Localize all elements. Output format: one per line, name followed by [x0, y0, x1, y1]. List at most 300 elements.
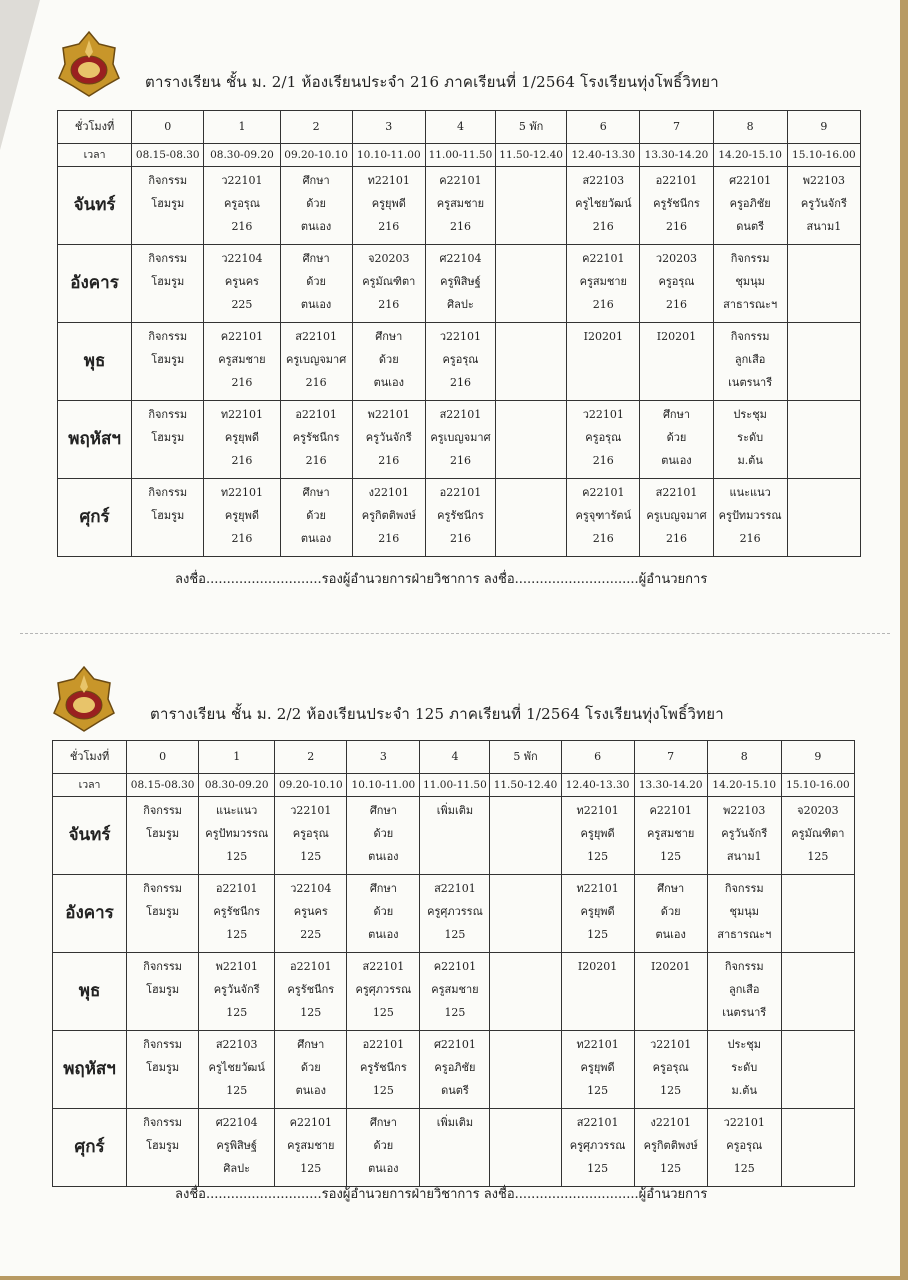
cell-text: ชุมนุม — [735, 275, 765, 288]
schedule-cell — [490, 1031, 561, 1109]
cell-text: ส22101 — [295, 330, 337, 343]
cell-text: 125 — [444, 928, 466, 941]
schedule-cell — [132, 323, 204, 401]
schedule-cell — [280, 245, 352, 323]
time-slot: 14.20-15.10 — [713, 144, 787, 167]
cell-text: ม.ต้น — [731, 1084, 757, 1097]
schedule-cell — [347, 797, 420, 875]
cell-text: กิจกรรม — [724, 960, 764, 973]
cell-text: 125 — [807, 850, 829, 863]
schedule-cell — [132, 167, 204, 245]
day-row — [58, 167, 861, 245]
cell-text: 216 — [592, 298, 614, 311]
schedule-cell — [567, 401, 640, 479]
schedule-cell — [567, 479, 640, 557]
cell-text: ครูรัชนีกร — [653, 197, 700, 210]
schedule-cell — [199, 1031, 275, 1109]
day-name: อังคาร — [53, 875, 127, 953]
cell-text: 216 — [449, 532, 471, 545]
cell-text: ว20203 — [655, 252, 698, 265]
cell-text: พ22101 — [367, 408, 410, 421]
cell-text: ด้วย — [300, 1061, 321, 1074]
cell-text: ตนเอง — [373, 376, 404, 389]
cell-text: ศึกษา — [302, 174, 330, 187]
cell-text: ตนเอง — [368, 850, 399, 863]
cell-text: กิจกรรม — [143, 804, 183, 817]
period-number: 9 — [787, 111, 860, 144]
schedule-cell — [425, 167, 495, 245]
cell-text: ว22104 — [221, 252, 263, 265]
schedule-cell — [634, 1031, 707, 1109]
cell-text: ส22101 — [655, 486, 698, 499]
schedule-cell — [787, 167, 860, 245]
cell-text: 216 — [305, 454, 327, 467]
cell-text: ว22101 — [723, 1116, 765, 1129]
cell-text: ครูรัชนีกร — [360, 1061, 407, 1074]
period-number: 7 — [634, 741, 707, 774]
schedule-cell — [352, 323, 425, 401]
time-slot: 13.30-14.20 — [640, 144, 713, 167]
cell-text: ครูนคร — [293, 905, 328, 918]
cell-text: จ20203 — [368, 252, 410, 265]
cell-text: ครูสมชาย — [218, 353, 266, 366]
folded-corner — [0, 0, 40, 150]
cell-text: I20201 — [651, 960, 691, 973]
period-number: 3 — [347, 741, 420, 774]
cell-text: โฮมรูม — [151, 353, 185, 366]
period-number: 5 พัก — [490, 741, 561, 774]
cell-text: 125 — [587, 1162, 609, 1175]
cell-text: ตนเอง — [295, 1084, 326, 1097]
cell-text: 125 — [226, 1006, 248, 1019]
cell-text: กิจกรรม — [148, 408, 188, 421]
time-header-row — [53, 774, 855, 797]
cell-text: เพิ่มเติม — [436, 1116, 474, 1129]
period-number: 1 — [199, 741, 275, 774]
schedule-cell — [781, 797, 854, 875]
schedule-cell — [496, 167, 567, 245]
period-number: 5 พัก — [496, 111, 567, 144]
schedule-cell — [425, 401, 495, 479]
cell-text: ครูสมชาย — [431, 983, 479, 996]
cell-text: ครูอรุณ — [658, 275, 695, 288]
cell-text: โฮมรูม — [151, 509, 185, 522]
time-slot: 11.50-12.40 — [490, 774, 561, 797]
schedule-cell — [280, 479, 352, 557]
cell-text: เพิ่มเติม — [436, 804, 474, 817]
day-name: พุธ — [53, 953, 127, 1031]
cell-text: 216 — [665, 532, 687, 545]
schedule-cell — [640, 479, 713, 557]
cell-text: ศึกษา — [369, 804, 397, 817]
cell-text: 125 — [226, 928, 248, 941]
cell-text: 216 — [378, 298, 400, 311]
period-header-row — [53, 741, 855, 774]
cell-text: ส22101 — [362, 960, 405, 973]
cell-text: กิจกรรม — [143, 1038, 183, 1051]
signature-line: ลงชื่อ............................รองผู้อำนวยการฝ่ายวิชาการ ลงชื่อ..............................ผู้อำนวยการ — [175, 572, 708, 587]
cell-text: ครูไชยวัฒน์ — [208, 1061, 265, 1074]
schedule-cell — [280, 167, 352, 245]
cell-text: ครูรัชนีกร — [292, 431, 340, 444]
cell-text: ดนตรี — [441, 1084, 469, 1097]
cell-text: ครูวันจักรี — [800, 197, 847, 210]
cell-text: 125 — [226, 850, 248, 863]
cell-text: ครูรัชนีกร — [287, 983, 335, 996]
schedule-cell — [561, 953, 634, 1031]
schedule-cell — [567, 245, 640, 323]
schedule-cell — [127, 953, 199, 1031]
cell-text: โฮมรูม — [146, 1061, 180, 1074]
cell-text: ศิลปะ — [447, 298, 474, 311]
cell-text: ครูศุภวรรณ — [569, 1139, 626, 1152]
cell-text: กิจกรรม — [143, 1116, 183, 1129]
schedule-cell — [561, 1109, 634, 1187]
cell-text: โฮมรูม — [151, 431, 185, 444]
cell-text: กิจกรรม — [148, 330, 188, 343]
schedule-cell — [199, 797, 275, 875]
day-row — [53, 875, 855, 953]
cell-text: โฮมรูม — [151, 275, 185, 288]
cell-text: กิจกรรม — [143, 960, 183, 973]
cell-text: ศ22101 — [729, 174, 772, 187]
cell-text: ครูมัณฑิตา — [791, 827, 845, 840]
cell-text: ว22101 — [221, 174, 263, 187]
cell-text: ครูสมชาย — [436, 197, 485, 210]
cell-text: 125 — [587, 850, 609, 863]
cell-text: ว22101 — [582, 408, 624, 421]
time-header-row — [58, 144, 861, 167]
schedule-cell — [640, 323, 713, 401]
cell-text: ง22101 — [368, 486, 409, 499]
school-logo-icon — [50, 665, 118, 733]
schedule-cell — [352, 245, 425, 323]
cell-text: ระดับ — [731, 1061, 758, 1074]
schedule-cell — [204, 245, 280, 323]
cell-text: อ22101 — [655, 174, 698, 187]
cell-text: 225 — [231, 298, 253, 311]
schedule-title: ตารางเรียน ชั้น ม. 2/2 ห้องเรียนประจำ 125 ภาคเรียนที่ 1/2564 โรงเรียนทุ่งโพธิ์วิทยา — [150, 705, 724, 723]
cell-text: ครูนคร — [224, 275, 259, 288]
cell-text: ศึกษา — [369, 1116, 397, 1129]
cell-text: ชุมนุม — [729, 905, 759, 918]
cell-text: ศ22104 — [439, 252, 482, 265]
cell-text: แนะแนว — [729, 486, 771, 499]
cell-text: อ22101 — [215, 882, 258, 895]
schedule-cell — [352, 401, 425, 479]
time-slot: 14.20-15.10 — [707, 774, 781, 797]
cell-text: ส22101 — [439, 408, 482, 421]
schedule-cell — [561, 875, 634, 953]
schedule-cell — [567, 167, 640, 245]
cell-text: ศึกษา — [302, 252, 330, 265]
cell-text: ระดับ — [737, 431, 764, 444]
cell-text: ครูอภิชัย — [434, 1061, 476, 1074]
cell-text: 225 — [300, 928, 322, 941]
period-number: 8 — [707, 741, 781, 774]
timetable — [52, 740, 855, 1187]
cell-text: ด้วย — [666, 431, 687, 444]
schedule-cell — [127, 797, 199, 875]
cell-text: ค22101 — [289, 1116, 332, 1129]
time-slot: 15.10-16.00 — [781, 774, 854, 797]
schedule-cell — [496, 479, 567, 557]
schedule-cell — [567, 323, 640, 401]
time-slot: 12.40-13.30 — [567, 144, 640, 167]
day-row — [53, 953, 855, 1031]
cell-text: 125 — [372, 1084, 394, 1097]
period-number: 2 — [275, 741, 347, 774]
cell-text: 216 — [592, 220, 614, 233]
cell-text: ครูยุพดี — [580, 827, 615, 840]
schedule-cell — [204, 323, 280, 401]
schedule-cell — [347, 875, 420, 953]
cell-text: ท22101 — [220, 486, 264, 499]
timetable — [57, 110, 861, 557]
schedule-cell — [713, 245, 787, 323]
cell-text: ว22101 — [439, 330, 482, 343]
period-header-row — [58, 111, 861, 144]
schedule-cell — [127, 1109, 199, 1187]
cell-text: 216 — [378, 454, 400, 467]
cell-text: กิจกรรม — [730, 252, 770, 265]
schedule-cell — [496, 401, 567, 479]
day-row — [58, 401, 861, 479]
cell-text: ค22101 — [220, 330, 264, 343]
schedule-cell — [275, 953, 347, 1031]
day-name: พฤหัสฯ — [53, 1031, 127, 1109]
cell-text: ค22101 — [649, 804, 692, 817]
cell-text: กิจกรรม — [730, 330, 770, 343]
cell-text: 125 — [444, 1006, 466, 1019]
day-name: ศุกร์ — [53, 1109, 127, 1187]
cell-text: ด้วย — [306, 275, 326, 288]
cell-text: 125 — [300, 850, 322, 863]
cell-text: โฮมรูม — [151, 197, 185, 210]
cell-text: ครูกิตติพงษ์ — [643, 1139, 698, 1152]
cell-text: อ22101 — [295, 408, 337, 421]
day-name: จันทร์ — [58, 167, 132, 245]
schedule-cell — [132, 401, 204, 479]
cell-text: ครูอรุณ — [223, 197, 260, 210]
cell-text: ครูอภิชัย — [729, 197, 771, 210]
day-name: ศุกร์ — [58, 479, 132, 557]
signature-line: ลงชื่อ............................รองผู้อำนวยการฝ่ายวิชาการ ลงชื่อ..............................ผู้อำนวยการ — [175, 1187, 708, 1202]
cell-text: ท22101 — [576, 882, 619, 895]
cell-text: สนาม1 — [806, 220, 842, 233]
cell-text: 216 — [231, 454, 253, 467]
cell-text: ดนตรี — [736, 220, 764, 233]
cell-text: ท22101 — [576, 804, 619, 817]
cell-text: ด้วย — [373, 905, 394, 918]
schedule-cell — [199, 1109, 275, 1187]
cell-text: ศิลปะ — [223, 1162, 251, 1175]
cell-text: 216 — [305, 376, 327, 389]
schedule-cell — [640, 167, 713, 245]
cell-text: ครูอรุณ — [585, 431, 622, 444]
cell-text: ศึกษา — [302, 486, 330, 499]
schedule-cell — [713, 323, 787, 401]
schedule-cell — [490, 875, 561, 953]
cell-text: ศึกษา — [662, 408, 691, 421]
schedule-cell — [420, 875, 490, 953]
cell-text: ตนเอง — [368, 928, 399, 941]
cell-text: เนตรนารี — [722, 1006, 767, 1019]
period-number: 6 — [567, 111, 640, 144]
schedule-cell — [781, 1109, 854, 1187]
schedule-cell — [425, 245, 495, 323]
schedule-cell — [787, 323, 860, 401]
period-number: 7 — [640, 111, 713, 144]
schedule-cell — [127, 875, 199, 953]
cell-text: ประชุม — [733, 408, 767, 421]
cell-text: ศึกษา — [375, 330, 403, 343]
time-slot: 08.15-08.30 — [132, 144, 204, 167]
period-number: 0 — [132, 111, 204, 144]
schedule-cell — [347, 1031, 420, 1109]
cell-text: 125 — [300, 1006, 322, 1019]
day-row — [58, 323, 861, 401]
schedule-cell — [713, 167, 787, 245]
day-row — [58, 245, 861, 323]
cell-text: 125 — [587, 928, 609, 941]
cell-text: ครูสมชาย — [647, 827, 695, 840]
schedule-cell — [425, 323, 495, 401]
time-slot: 08.30-09.20 — [204, 144, 280, 167]
cell-text: 216 — [449, 220, 471, 233]
schedule-cell — [204, 401, 280, 479]
cell-text: ศึกษา — [297, 1038, 325, 1051]
schedule-cell — [199, 875, 275, 953]
day-name: พฤหัสฯ — [58, 401, 132, 479]
cell-text: ค22101 — [439, 174, 482, 187]
cell-text: ตนเอง — [300, 220, 332, 233]
time-slot: 08.30-09.20 — [199, 774, 275, 797]
cell-text: พ22103 — [802, 174, 845, 187]
cell-text: ครูพิสิษฐ์ — [216, 1139, 257, 1152]
cell-text: 216 — [231, 376, 253, 389]
time-slot: 10.10-11.00 — [347, 774, 420, 797]
cell-text: 125 — [660, 1162, 682, 1175]
cell-text: ตนเอง — [655, 928, 686, 941]
cell-text: 216 — [231, 220, 253, 233]
cell-text: 216 — [449, 376, 471, 389]
cell-text: กิจกรรม — [148, 486, 188, 499]
schedule-cell — [713, 479, 787, 557]
schedule-cell — [275, 1109, 347, 1187]
schedule-title: ตารางเรียน ชั้น ม. 2/1 ห้องเรียนประจำ 216 ภาคเรียนที่ 1/2564 โรงเรียนทุ่งโพธิ์วิทยา — [145, 73, 719, 91]
cell-text: 125 — [733, 1162, 755, 1175]
period-number: 1 — [204, 111, 280, 144]
cell-text: ครูยุพดี — [371, 197, 406, 210]
cell-text: 125 — [300, 1162, 322, 1175]
schedule-cell — [204, 167, 280, 245]
schedule-cell — [496, 245, 567, 323]
schedule-cell — [781, 875, 854, 953]
day-row — [53, 797, 855, 875]
cell-text: ครูเบญจมาศ — [430, 431, 491, 444]
cell-text: ครูอรุณ — [292, 827, 329, 840]
cell-text: ท22101 — [576, 1038, 619, 1051]
cell-text: จ20203 — [797, 804, 839, 817]
day-row — [53, 1031, 855, 1109]
cell-text: ด้วย — [373, 1139, 394, 1152]
schedule-cell — [713, 401, 787, 479]
cell-text: ง22101 — [650, 1116, 691, 1129]
cell-text: ศึกษา — [657, 882, 685, 895]
cell-text: โฮมรูม — [146, 905, 180, 918]
schedule-cell — [204, 479, 280, 557]
cell-text: ครูกิตติพงษ์ — [361, 509, 416, 522]
cell-text: ครูอรุณ — [652, 1061, 689, 1074]
cell-text: 216 — [592, 454, 614, 467]
time-slot: 13.30-14.20 — [634, 774, 707, 797]
cell-text: 216 — [665, 220, 687, 233]
cell-text: 125 — [372, 1006, 394, 1019]
schedule-cell — [420, 1109, 490, 1187]
schedule-cell — [280, 401, 352, 479]
cell-text: ครูวันจักรี — [721, 827, 768, 840]
schedule-cell — [634, 1109, 707, 1187]
cell-text: ครูเบญจมาศ — [646, 509, 707, 522]
schedule-cell — [490, 1109, 561, 1187]
cell-text: ครูศุภวรรณ — [427, 905, 483, 918]
schedule-cell — [425, 479, 495, 557]
schedule-cell — [132, 245, 204, 323]
period-number: 9 — [781, 741, 854, 774]
cell-text: ครูวันจักรี — [213, 983, 260, 996]
schedule-cell — [781, 953, 854, 1031]
cell-text: ด้วย — [306, 197, 326, 210]
cell-text: สาธารณะฯ — [717, 928, 772, 941]
period-number: 8 — [713, 111, 787, 144]
schedule-cell — [420, 1031, 490, 1109]
cell-text: ม.ต้น — [737, 454, 763, 467]
time-label: เวลา — [53, 774, 127, 797]
cell-text: 216 — [665, 298, 687, 311]
time-slot: 11.00-11.50 — [425, 144, 495, 167]
cell-text: กิจกรรม — [148, 174, 188, 187]
schedule-cell — [275, 875, 347, 953]
cell-text: ส22101 — [576, 1116, 619, 1129]
cell-text: I20201 — [656, 330, 697, 343]
cell-text: ตนเอง — [300, 298, 332, 311]
cell-text: I20201 — [577, 960, 618, 973]
cell-text: ครูพิสิษฐ์ — [440, 275, 481, 288]
cell-text: ท22101 — [220, 408, 264, 421]
schedule-cell — [787, 401, 860, 479]
cell-text: ครูไชยวัฒน์ — [575, 197, 632, 210]
cell-text: ครูยุพดี — [580, 1061, 615, 1074]
cell-text: ค22101 — [433, 960, 477, 973]
school-logo-icon — [55, 30, 123, 98]
schedule-cell — [781, 1031, 854, 1109]
schedule-cell — [490, 953, 561, 1031]
period-number: 4 — [420, 741, 490, 774]
time-label: เวลา — [58, 144, 132, 167]
schedule-cell — [707, 875, 781, 953]
schedule-cell — [787, 245, 860, 323]
cell-text: ส22103 — [215, 1038, 258, 1051]
cell-text: ครูยุพดี — [580, 905, 615, 918]
time-slot: 12.40-13.30 — [561, 774, 634, 797]
cell-text: 216 — [378, 220, 400, 233]
time-slot: 10.10-11.00 — [352, 144, 425, 167]
cell-text: ครูสมชาย — [287, 1139, 335, 1152]
schedule-cell — [420, 797, 490, 875]
day-row — [58, 479, 861, 557]
time-slot: 08.15-08.30 — [127, 774, 199, 797]
